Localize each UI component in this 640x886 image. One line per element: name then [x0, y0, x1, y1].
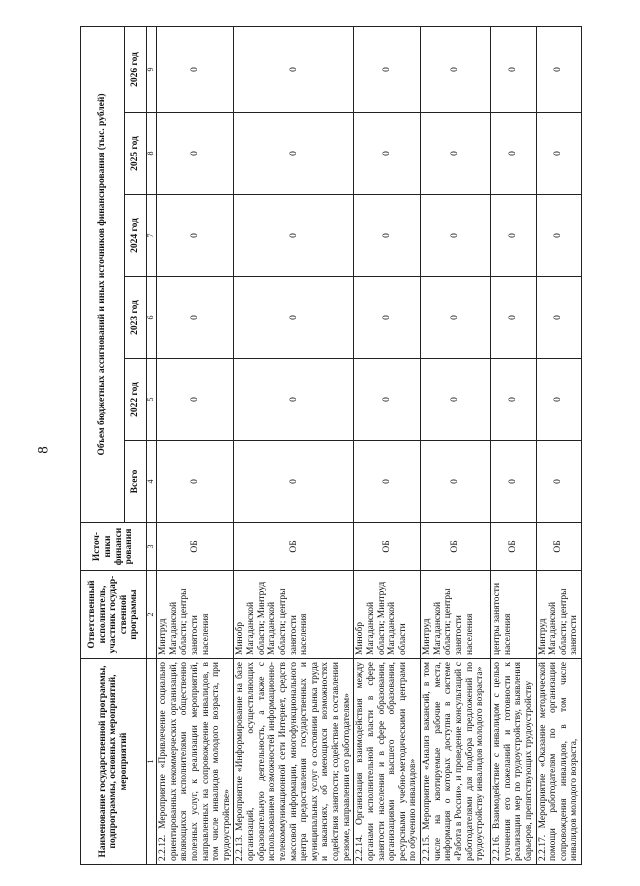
- row-executor: центры занятости населения: [491, 571, 537, 659]
- value-2025: 0: [536, 113, 582, 195]
- row-source: ОБ: [157, 523, 234, 571]
- header-executor: Ответственный исполнитель, участник государ-ственной программы: [81, 571, 147, 659]
- col-number: 2: [147, 571, 157, 659]
- header-year-2025: 2025 год: [125, 113, 147, 195]
- value-2026: 0: [354, 27, 421, 113]
- col-number: 7: [147, 195, 157, 277]
- rotated-table-container: [80, 35, 580, 865]
- header-source: Источ-ники финанси рования: [81, 523, 147, 571]
- table-row: [354, 27, 421, 865]
- table-row: [536, 27, 582, 865]
- row-name: 2.2.12. Мероприятие «Привлечение социально ориентированных некоммерческих организаций, являющихся исполнителями общественно полезных услуг, к реализации мероприятий, направленных на сопровождение инвалидов, в том числе инвалидов молодого возраста, при трудоустройстве»: [157, 659, 234, 865]
- value-2026: 0: [234, 27, 354, 113]
- row-executor: Минобр Магаданской области; Минтруд Магаданской области: [354, 571, 421, 659]
- value-2024: 0: [354, 195, 421, 277]
- header-year-total: Всего: [125, 441, 147, 523]
- value-2023: 0: [491, 277, 537, 359]
- row-name: 2.2.15. Мероприятие «Анализ вакансий, в том числе на квотируемые рабочие места, информация о которых доступна в системе «Работа в России», и проведение консультаций с работодателями для подбора предложений по трудоустройству инвалидов молодого возраста»: [421, 659, 491, 865]
- row-executor: Минобр Магаданской области; Минтруд Магаданской области; центры занятости населения: [234, 571, 354, 659]
- row-name: 2.2.16. Взаимодействие с инвалидом с целью уточнения его пожеланий и готовности к реализации мер по трудоустройству, выявления барьеров, препятствующих трудоустройству: [491, 659, 537, 865]
- col-number: 5: [147, 359, 157, 441]
- header-budget-group: Объем бюджетных ассигнований и иных источников финансирования (тыс. рублей): [81, 27, 125, 523]
- row-executor: Минтруд Магаданской области; центры занятости населения: [157, 571, 234, 659]
- header-year-2024: 2024 год: [125, 195, 147, 277]
- page-number: 8: [35, 446, 52, 454]
- value-total: 0: [234, 441, 354, 523]
- header-year-2026: 2026 год: [125, 27, 147, 113]
- value-2025: 0: [157, 113, 234, 195]
- row-executor: Минтруд Магаданской области; центры занятости: [536, 571, 582, 659]
- value-2022: 0: [157, 359, 234, 441]
- value-2025: 0: [234, 113, 354, 195]
- value-2026: 0: [536, 27, 582, 113]
- row-source: ОБ: [354, 523, 421, 571]
- col-number: 6: [147, 277, 157, 359]
- value-total: 0: [491, 441, 537, 523]
- value-2024: 0: [536, 195, 582, 277]
- value-2022: 0: [234, 359, 354, 441]
- value-2025: 0: [421, 113, 491, 195]
- col-number: 8: [147, 113, 157, 195]
- value-2025: 0: [354, 113, 421, 195]
- row-source: ОБ: [536, 523, 582, 571]
- row-source: ОБ: [421, 523, 491, 571]
- row-name: 2.2.13. Мероприятие «Информирование на базе организаций, осуществляющих образовательную деятельность, а также с использованием возможностей информационно-телекоммуникационной сети Интернет, средств массовой информации, многофункционального центра предоставления государственных и муниципальных услуг о состоянии рынка труда и вакансиях, об имеющихся возможностях содействия занятости; содействие в составлении резюме, направлении его работодателям»: [234, 659, 354, 865]
- row-name: 2.2.14. Организация взаимодействия между органами исполнительной власти в сфере занятости населения и в сфере образования, организациями высшего образования, ресурсными учебно-методическими центрами по обучению инвалидов»: [354, 659, 421, 865]
- col-number: 9: [147, 27, 157, 113]
- header-year-2022: 2022 год: [125, 359, 147, 441]
- col-number: 4: [147, 441, 157, 523]
- funding-table: [80, 26, 582, 865]
- value-total: 0: [536, 441, 582, 523]
- value-2023: 0: [234, 277, 354, 359]
- row-source: ОБ: [491, 523, 537, 571]
- row-executor: Минтруд Магаданской области; центры занятости населения: [421, 571, 491, 659]
- value-total: 0: [157, 441, 234, 523]
- header-year-2023: 2023 год: [125, 277, 147, 359]
- table-row: [421, 27, 491, 865]
- value-2023: 0: [157, 277, 234, 359]
- value-total: 0: [354, 441, 421, 523]
- value-2024: 0: [421, 195, 491, 277]
- value-2023: 0: [421, 277, 491, 359]
- table-row: [234, 27, 354, 865]
- col-number: 1: [147, 659, 157, 865]
- header-program-name: Наименование государственной программы, подпрограммы, основных мероприятий, мероприятий: [81, 659, 147, 865]
- table-row: [157, 27, 234, 865]
- value-2022: 0: [536, 359, 582, 441]
- row-name: 2.2.17. Мероприятие «Оказание методической помощи работодателям по организации сопровождения инвалидов, в том числе инвалидов молодого возраста,: [536, 659, 582, 865]
- value-2023: 0: [354, 277, 421, 359]
- value-2026: 0: [491, 27, 537, 113]
- value-2022: 0: [421, 359, 491, 441]
- value-2024: 0: [491, 195, 537, 277]
- value-2022: 0: [354, 359, 421, 441]
- value-2025: 0: [491, 113, 537, 195]
- value-2024: 0: [234, 195, 354, 277]
- value-total: 0: [421, 441, 491, 523]
- col-number: 3: [147, 523, 157, 571]
- row-source: ОБ: [234, 523, 354, 571]
- value-2024: 0: [157, 195, 234, 277]
- value-2022: 0: [491, 359, 537, 441]
- value-2026: 0: [157, 27, 234, 113]
- table-row: [491, 27, 537, 865]
- value-2026: 0: [421, 27, 491, 113]
- value-2023: 0: [536, 277, 582, 359]
